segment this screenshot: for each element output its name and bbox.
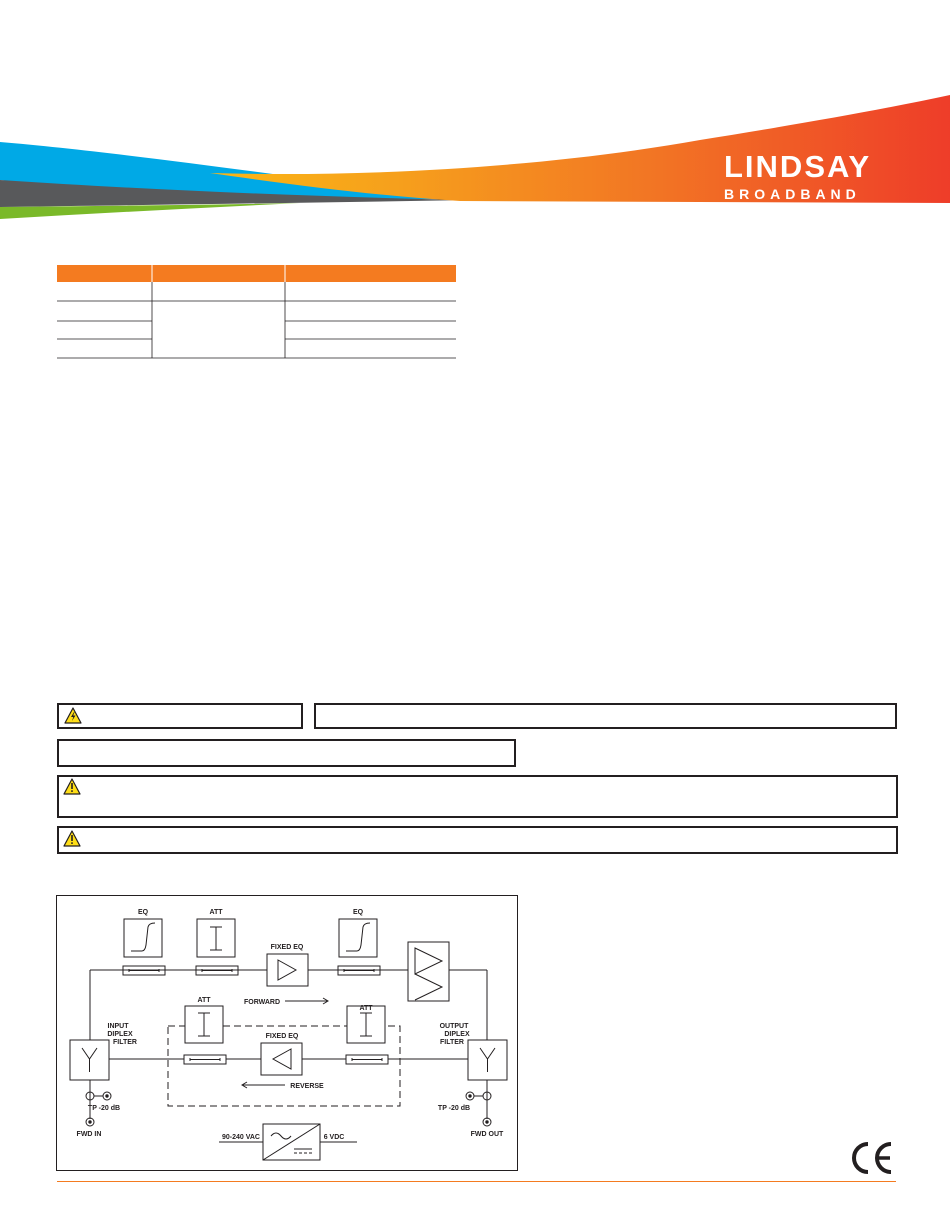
brand-logo-name: LINDSAY [724,149,872,184]
footer-rule [57,1181,896,1182]
label-output-diplex-3: FILTER [440,1039,464,1046]
caution-triangle-icon [63,830,81,847]
notice-box [57,739,516,767]
caution-box [57,826,898,854]
label-input-diplex-1: INPUT [107,1023,129,1030]
caution-triangle-icon [63,778,81,795]
label-input-diplex-2: DIPLEX [107,1031,133,1038]
label-fixed-eq-reverse: FIXED EQ [265,1033,299,1040]
output-amplifier-box [408,942,449,1001]
ce-mark-icon [848,1140,896,1176]
label-output-diplex-1: OUTPUT [439,1023,469,1030]
notice-box [314,703,897,729]
brand-logo-tagline: BROADBAND [724,186,861,202]
label-att-reverse-left: ATT [197,997,211,1004]
label-att-forward: ATT [209,909,223,916]
label-eq-forward-right: EQ [352,909,364,916]
label-power-out: 6 VDC [323,1134,345,1141]
label-input-diplex-3: FILTER [113,1039,137,1046]
spec-table-header [57,265,456,282]
fixed-eq-forward-box [267,954,308,986]
label-fixed-eq-forward: FIXED EQ [270,944,304,951]
label-tp-left: TP -20 dB [87,1105,121,1112]
spec-table [57,265,456,359]
label-fwd-in: FWD IN [76,1131,102,1138]
label-att-reverse-right: ATT [359,1005,373,1012]
label-output-diplex-2: DIPLEX [444,1031,470,1038]
lightning-warning-icon [64,707,82,724]
amplifier-block-diagram [56,895,518,1171]
fixed-eq-reverse-box [261,1043,302,1075]
label-forward: FORWARD [243,999,281,1006]
label-tp-right: TP -20 dB [437,1105,471,1112]
label-power-in: 90-240 VAC [221,1134,261,1141]
label-reverse: REVERSE [290,1083,324,1090]
label-eq-forward-left: EQ [137,909,149,916]
electrical-warning-box [57,703,303,729]
caution-box [57,775,898,818]
label-fwd-out: FWD OUT [470,1131,504,1138]
